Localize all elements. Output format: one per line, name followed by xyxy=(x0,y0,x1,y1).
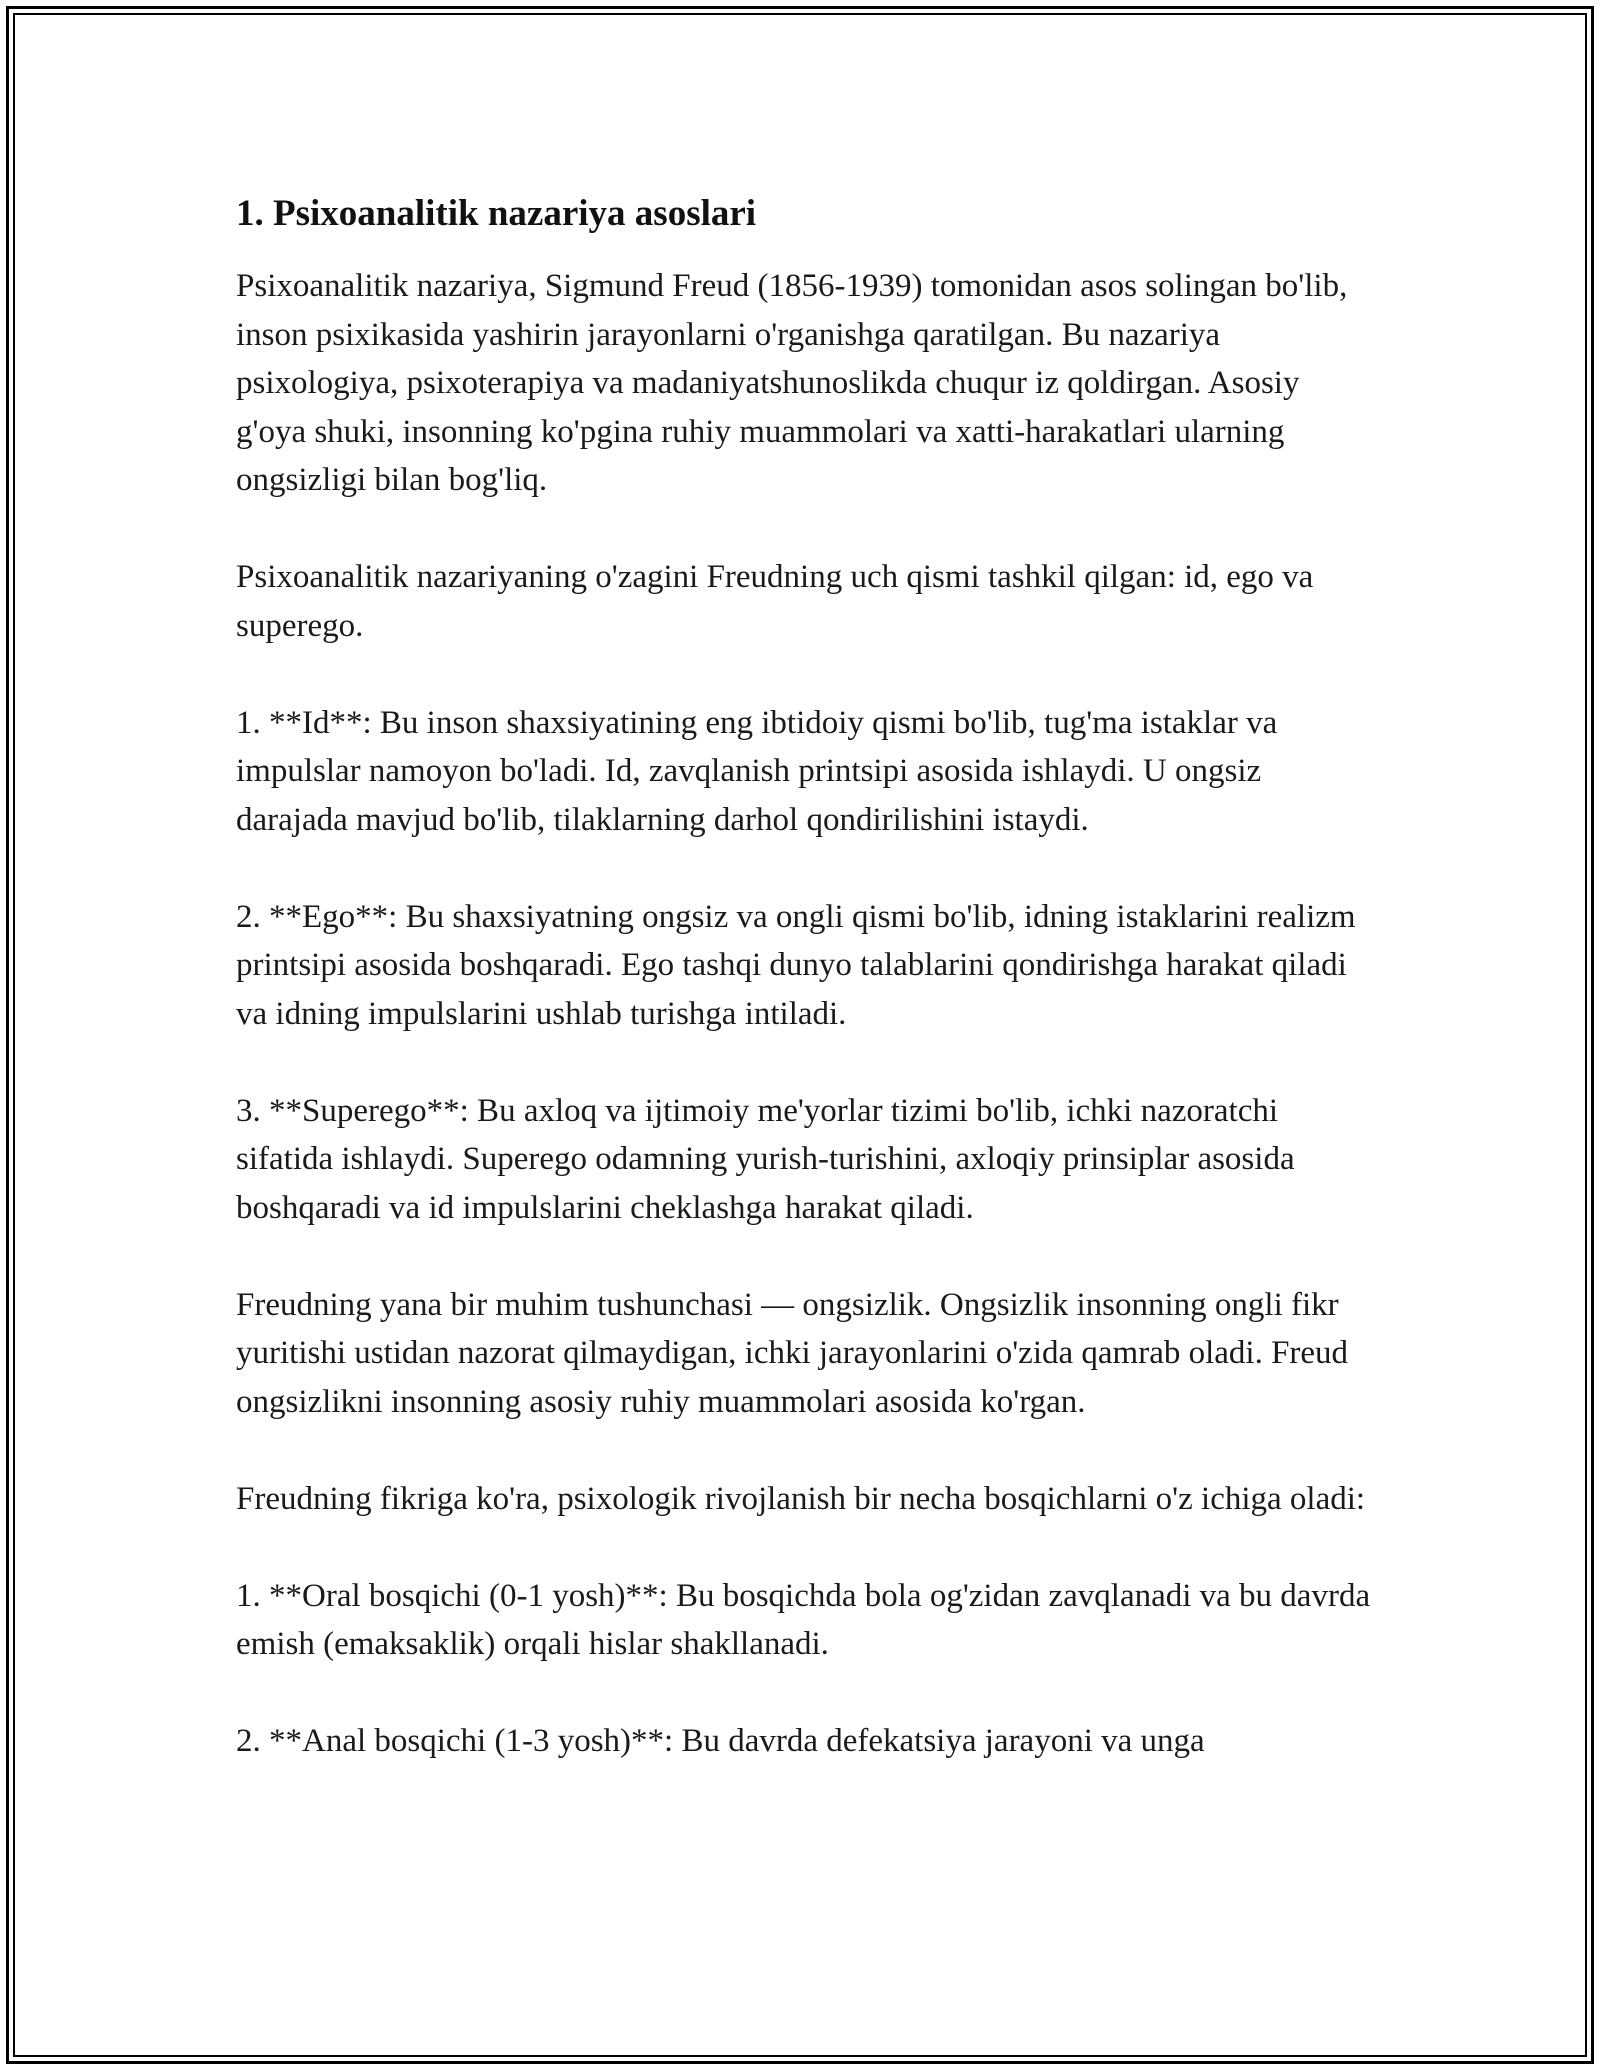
paragraph-superego: 3. **Superego**: Bu axloq va ijtimoiy me'yorlar tizimi bo'lib, ichki nazoratchi sifatida ishlaydi. Superego odamning yurish-turishini, axloqiy prinsiplar asosida boshqaradi va id impulslarini cheklashga harakat qiladi. xyxy=(236,1092,1295,1226)
paragraph-unconscious: Freudning yana bir muhim tushunchasi — ongsizlik. Ongsizlik insonning ongli fikr yuritishi ustidan nazorat qilmaydigan, ichki jarayonlarini o'zida qamrab oladi. Freud ongsizlikni insonning asosiy ruhiy muammolari asosida ko'rgan. xyxy=(236,1286,1349,1420)
paragraph-id: 1. **Id**: Bu inson shaxsiyatining eng ibtidoiy qismi bo'lib, tug'ma istaklar va impulslar namoyon bo'ladi. Id, zavqlanish printsipi asosida ishlaydi. U ongsiz darajada mavjud bo'lib, tilaklarning darhol qondirilishini istaydi. xyxy=(236,704,1278,838)
paragraph-oral-stage: 1. **Oral bosqichi (0-1 yosh)**: Bu bosqichda bola og'zidan zavqlanadi va bu davrda emish (emaksaklik) orqali hislar shakllanadi. xyxy=(236,1577,1371,1662)
document-body xyxy=(236,190,1376,1766)
paragraph-anal-stage: 2. **Anal bosqichi (1-3 yosh)**: Bu davrda defekatsiya jarayoni va unga xyxy=(236,1723,1205,1759)
paragraph-ego: 2. **Ego**: Bu shaxsiyatning ongsiz va ongli qismi bo'lib, idning istaklarini realizm printsipi asosida boshqaradi. Ego tashqi dunyo talablarini qondirishga harakat qiladi va idning impulslarini ushlab turishga intiladi. xyxy=(236,898,1356,1032)
paragraph-intro: Psixoanalitik nazariya, Sigmund Freud (1856-1939) tomonidan asos solingan bo'lib, inson psixikasida yashirin jarayonlarni o'rganishga qaratilgan. Bu nazariya psixologiya, psixoterapiya va madaniyatshunoslikda chuqur iz qoldirgan. Asosiy g'oya shuki, insonning ko'pgina ruhiy muammolari va xatti-harakatlari ularning ongsizligi bilan bog'liq. xyxy=(236,268,1348,498)
section-heading: 1. Psixoanalitik nazariya asoslari xyxy=(236,193,757,234)
paragraph-structure: Psixoanalitik nazariyaning o'zagini Freudning uch qismi tashkil qilgan: id, ego va superego. xyxy=(236,559,1314,644)
paragraph-stages-intro: Freudning fikriga ko'ra, psixologik rivojlanish bir necha bosqichlarni o'z ichiga oladi: xyxy=(236,1480,1366,1517)
